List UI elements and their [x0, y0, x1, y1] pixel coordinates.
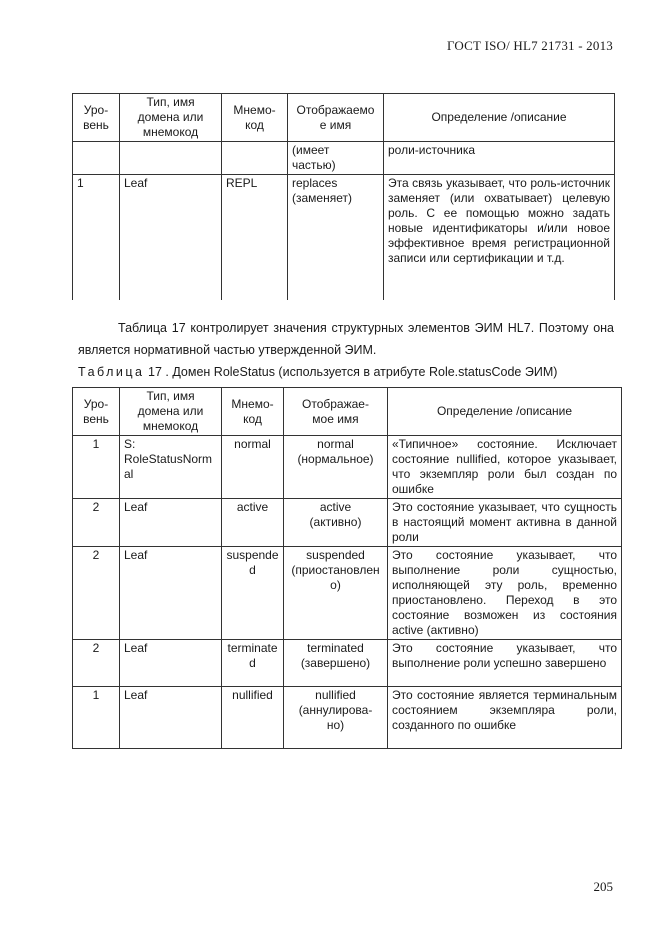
- cell-definition: Это состояние указывает, что выполнение роли успешно завершено: [388, 640, 622, 687]
- table-row: [73, 687, 622, 749]
- header-mnemonic: Мнемо- код: [222, 388, 284, 436]
- cell-mnemonic: [222, 142, 288, 175]
- table-row: [73, 436, 622, 499]
- document-header: ГОСТ ISO/ HL7 21731 - 2013: [446, 38, 613, 53]
- cell-type: Leaf: [120, 175, 222, 300]
- header-level: Уро- вень: [73, 388, 120, 436]
- cell-display-name: active (активно): [284, 499, 388, 547]
- table-role-link-continued: [72, 93, 615, 300]
- table-row: [73, 175, 615, 300]
- cell-level: 2: [73, 547, 120, 640]
- cell-display-name: suspended (приостановлено): [284, 547, 388, 640]
- table-role-status: [72, 387, 622, 749]
- header-type: Тип, имя домена или мнемокод: [120, 388, 222, 436]
- table-header-row: [73, 388, 622, 436]
- page-number: 205: [593, 879, 613, 894]
- header-definition: Определение /описание: [384, 94, 615, 142]
- cell-mnemonic: normal: [222, 436, 284, 499]
- table-row: [73, 142, 615, 175]
- header-mnemonic: Мнемо- код: [222, 94, 288, 142]
- cell-display-name: terminated (завершено): [284, 640, 388, 687]
- table-header-row: [73, 94, 615, 142]
- cell-display-name: nullified (аннулирова- но): [284, 687, 388, 749]
- caption-label: Таблица: [78, 365, 145, 379]
- cell-definition: Это состояние указывает, что сущность в настоящий момент активна в данной роли: [388, 499, 622, 547]
- cell-type: Leaf: [120, 640, 222, 687]
- caption-text: 17 . Домен RoleStatus (используется в атрибуте Role.statusCode ЭИМ): [148, 365, 558, 379]
- cell-level: 2: [73, 640, 120, 687]
- header-display-name: Отображае- мое имя: [284, 388, 388, 436]
- table-row: [73, 640, 622, 687]
- cell-mnemonic: suspended: [222, 547, 284, 640]
- cell-level: 1: [73, 687, 120, 749]
- cell-type: S: RoleStatusNormal: [120, 436, 222, 499]
- cell-level: 1: [73, 436, 120, 499]
- cell-display-name: normal (нормальное): [284, 436, 388, 499]
- table-row: [73, 499, 622, 547]
- cell-type: [120, 142, 222, 175]
- cell-level: 2: [73, 499, 120, 547]
- cell-mnemonic: active: [222, 499, 284, 547]
- header-display-name: Отображаемо е имя: [288, 94, 384, 142]
- cell-definition: Эта связь указывает, что роль-источник заменяет (или охватывает) целевую роль. С ее помощью можно задать новые идентификаторы и/или новое эффективное время регистрационной записи или сертификации и т.д.: [384, 175, 615, 300]
- cell-type: Leaf: [120, 499, 222, 547]
- body-paragraph: Таблица 17 контролирует значения структурных элементов ЭИМ HL7. Поэтому она является нормативной частью утвержденной ЭИМ.: [78, 321, 614, 357]
- cell-mnemonic: terminated: [222, 640, 284, 687]
- cell-type: Leaf: [120, 547, 222, 640]
- header-definition: Определение /описание: [388, 388, 622, 436]
- cell-display-name: replaces (заменяет): [288, 175, 384, 300]
- cell-display-name: (имеет частью): [288, 142, 384, 175]
- table-row: [73, 547, 622, 640]
- cell-definition: Это состояние указывает, что выполнение роли сущностью, исполняющей эту роль, временно приостановлено. Переход в это состояние возможен из состояния active (активно): [388, 547, 622, 640]
- cell-definition: «Типичное» состояние. Исключает состояние nullified, которое указывает, что экземпляр роли был создан по ошибке: [388, 436, 622, 499]
- cell-level: [73, 142, 120, 175]
- cell-type: Leaf: [120, 687, 222, 749]
- table-caption: [78, 363, 557, 381]
- cell-definition: роли-источника: [384, 142, 615, 175]
- cell-level: 1: [73, 175, 120, 300]
- cell-definition: Это состояние является терминальным состоянием экземпляра роли, созданного по ошибке: [388, 687, 622, 749]
- header-level: Уро- вень: [73, 94, 120, 142]
- header-type: Тип, имя домена или мнемокод: [120, 94, 222, 142]
- cell-mnemonic: REPL: [222, 175, 288, 300]
- cell-mnemonic: nullified: [222, 687, 284, 749]
